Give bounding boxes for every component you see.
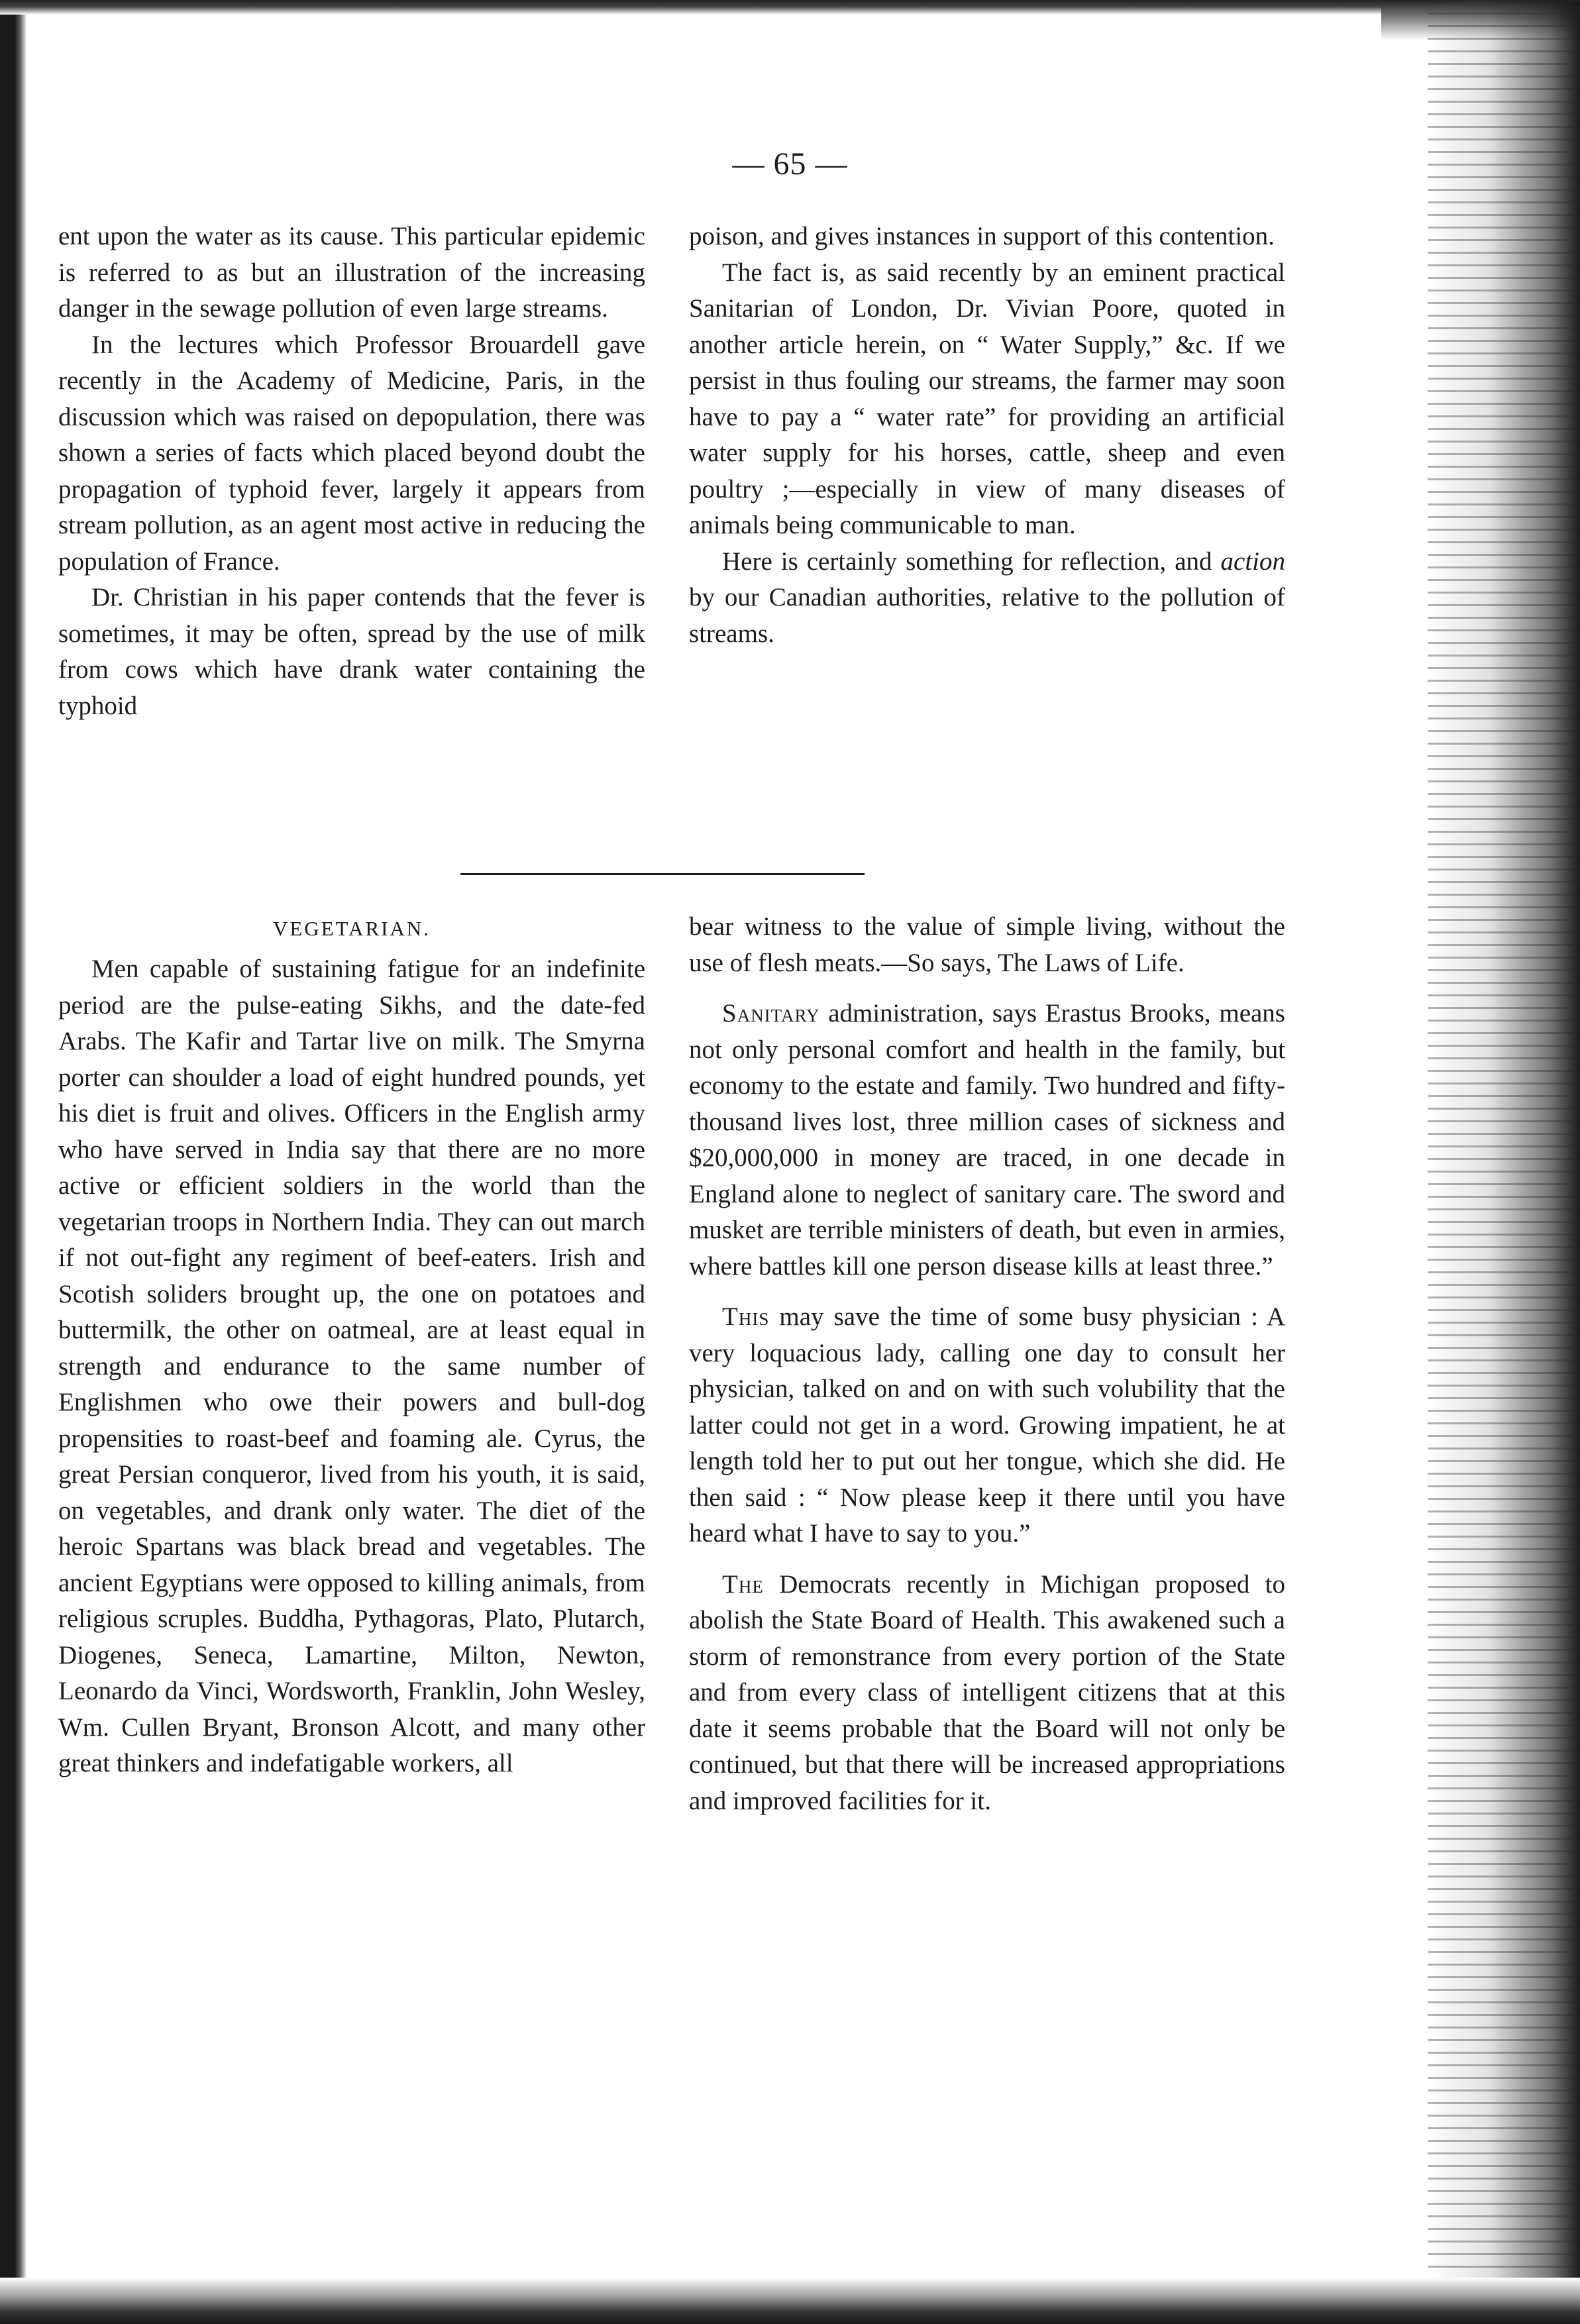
paragraph: ent upon the water as its cause. This particular epidemic is referred to as but an illustration of the increasing danger in the sewage pollution of even large streams. <box>58 222 645 323</box>
section-divider <box>460 873 865 875</box>
scan-edge-bottom <box>0 2278 1580 2324</box>
paragraph <box>689 1567 1285 1820</box>
paragraph-text: Here is certainly something for reflection, and <box>722 547 1221 576</box>
column-bottom-left <box>58 914 645 1782</box>
page-number: — 65 — <box>732 146 848 182</box>
section-heading: VEGETARIAN. <box>272 917 431 940</box>
lead-word: This <box>722 1302 770 1331</box>
lead-word: The <box>722 1569 764 1599</box>
scan-edge-left <box>0 0 26 2324</box>
column-top-left <box>58 219 645 724</box>
paragraph <box>689 996 1285 1285</box>
paragraph: bear witness to the value of simple living, without the use of flesh meats.—So says, The Laws of Life. <box>689 912 1285 977</box>
paragraph <box>689 1299 1285 1552</box>
paragraph-text: Democrats recently in Michigan proposed to abolish the State Board of Health. This awakened such a storm of remonstrance from every portion of the State and from every class of intelligent citizens that at this date it seems probable that the Board will not only be continued, but that there will be increased appropriations and improved facilities for it. <box>689 1569 1285 1815</box>
paragraph <box>689 544 1285 653</box>
scan-edge-right <box>1428 0 1580 2324</box>
paragraph: The fact is, as said recently by an eminent practical Sanitarian of London, Dr. Vivian Poore, quoted in another article herein, on “ Water Supply,” &c. If we persist in thus fouling our streams, the farmer may soon have to pay a “ water rate” for providing an artificial water supply for his horses, cattle, sheep and even poultry ;—especially in view of many diseases of animals being communicable to man. <box>689 258 1285 539</box>
paragraph-text: by our Canadian authorities, relative to the pollution of streams. <box>689 583 1285 648</box>
italic-word: action <box>1220 547 1285 576</box>
paragraph: Dr. Christian in his paper contends that the fever is sometimes, it may be often, spread by the use of milk from cows which have drank water containing the typhoid <box>58 583 645 720</box>
paragraph-text: may save the time of some busy physician : A very loquacious lady, calling one day to consult her physician, talked on and on with such volubility that the latter could not get in a word. Growing impatient, he at length told her to put out her tongue, which she did. He then said : “ Now please keep it there until you have heard what I have to say to you.” <box>689 1302 1285 1548</box>
scan-edge-top <box>0 0 1580 15</box>
paragraph-text: administration, says Erastus Brooks, means not only personal comfort and health in the family, but economy to the estate and family. Two hundred and fifty-thousand lives lost, three million cases of sickness and $20,000,000 in money are traced, in one decade in England alone to neglect of sanitary care. The sword and musket are terrible ministers of death, but even in armies, where battles kill one person disease kills at least three.” <box>689 999 1285 1281</box>
column-bottom-right <box>689 909 1285 1819</box>
lead-word: Sanitary <box>722 999 820 1028</box>
paragraph: Men capable of sustaining fatigue for an indefinite period are the pulse-eating Sikhs, and the date-fed Arabs. The Kafir and Tartar live on milk. The Smyrna porter can shoulder a load of eight hundred pounds, yet his diet is fruit and olives. Officers in the English army who have served in India say that there are no more active or efficient soldiers in the world than the vegetarian troops in Northern India. They can out march if not out-fight any regiment of beef-eaters. Irish and Scotish soliders brought up, the one on potatoes and buttermilk, the other on oatmeal, are at least equal in strength and endurance to the same number of Englishmen who owe their powers and bull-dog propensities to roast-beef and foaming ale. Cyrus, the great Persian conqueror, lived from his youth, it is said, on vegetables, and drank only water. The diet of the heroic Spartans was black bread and vegetables. The ancient Egyptians were opposed to killing animals, from religious scruples. Buddha, Pythagoras, Plato, Plutarch, Diogenes, Seneca, Lamartine, Milton, Newton, Leonardo da Vinci, Wordsworth, Franklin, John Wesley, Wm. Cullen Bryant, Bronson Alcott, and many other great thinkers and indefatigable workers, all <box>58 955 645 1777</box>
paragraph: poison, and gives instances in support of this contention. <box>689 222 1275 250</box>
column-top-right <box>689 219 1285 652</box>
paragraph: In the lectures which Professor Brouardell gave recently in the Academy of Medicine, Paris, in the discussion which was raised on depopulation, there was shown a series of facts which placed beyond doubt the propagation of typhoid fever, largely it appears from stream pollution, as an agent most active in reducing the population of France. <box>58 330 645 576</box>
